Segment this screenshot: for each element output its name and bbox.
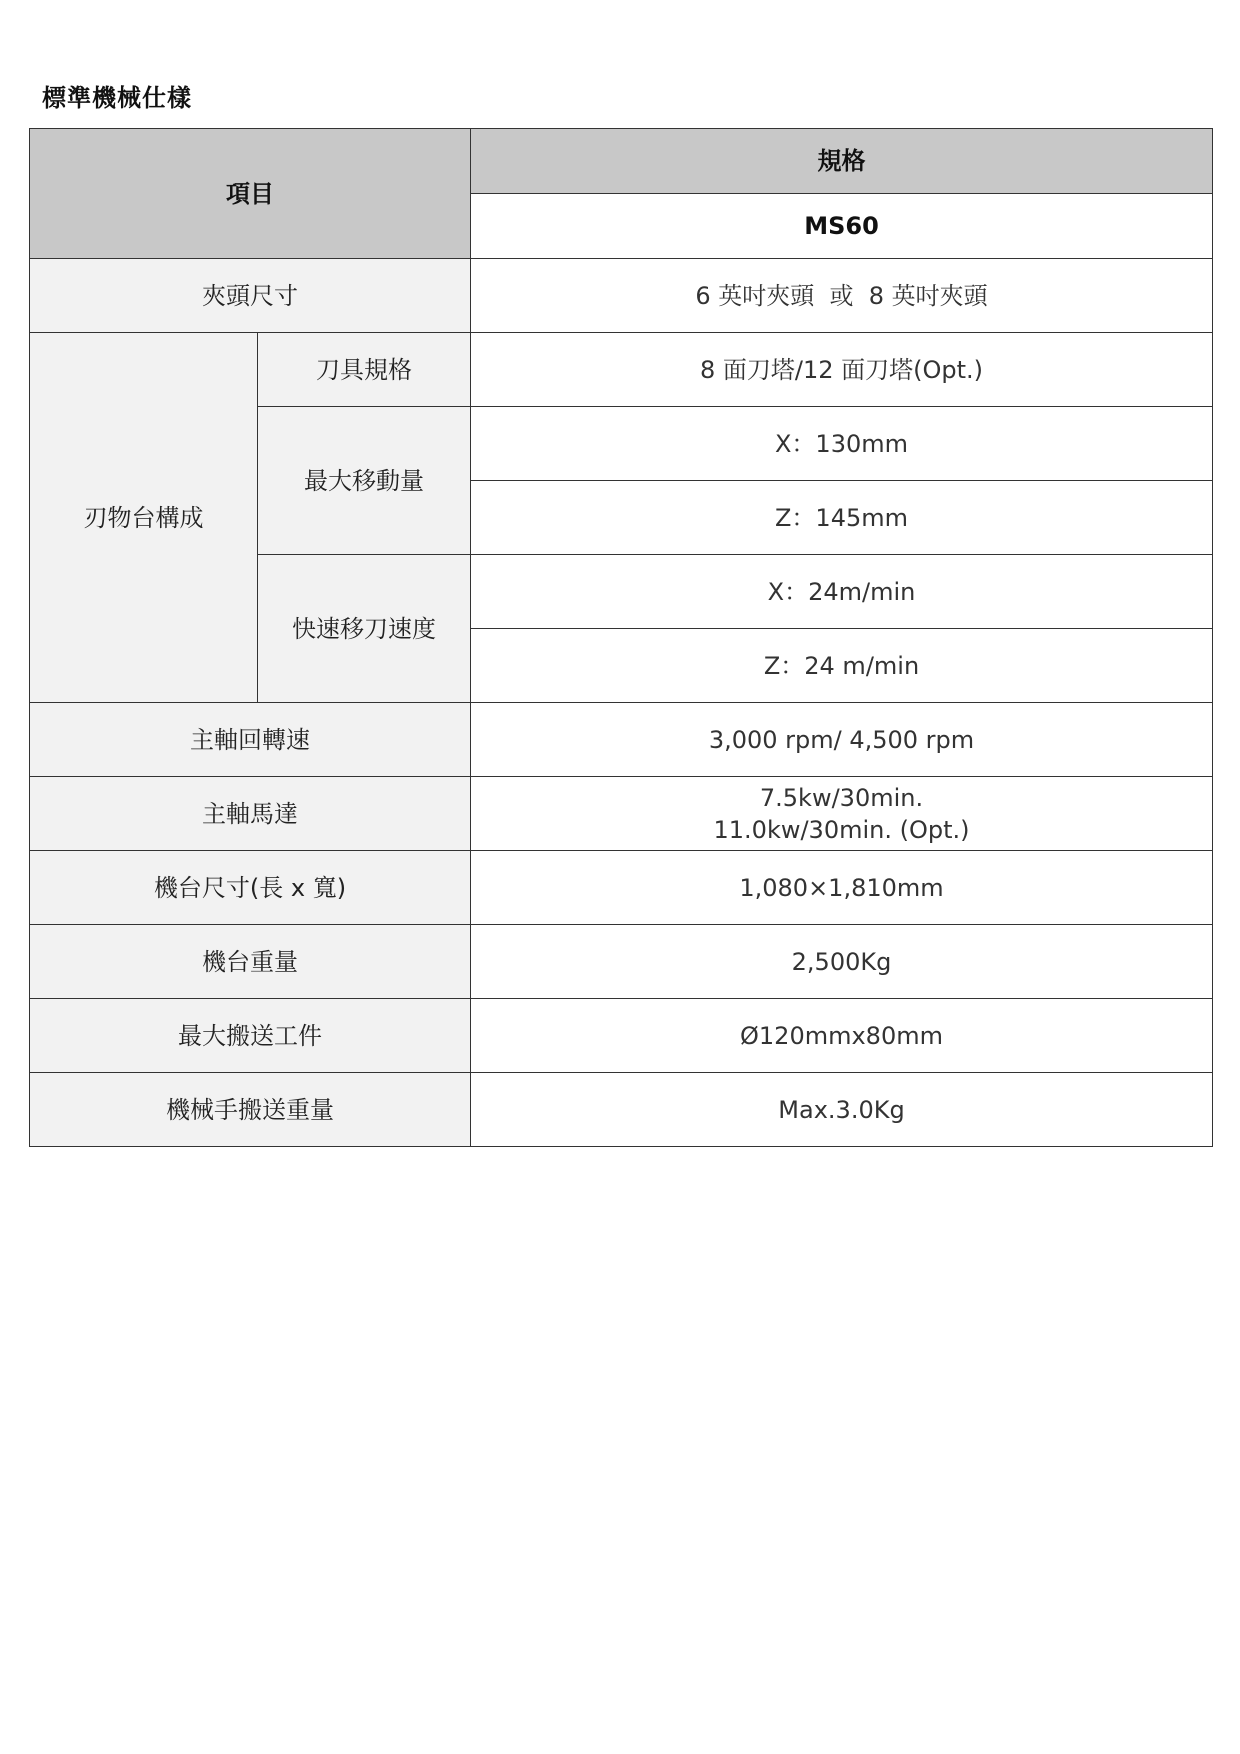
row-label-machine-weight: 機台重量 — [30, 925, 471, 999]
header-model: MS60 — [471, 194, 1213, 259]
spindle-motor-line-1: 7.5kw/30min. — [759, 783, 924, 812]
table-row — [30, 851, 1213, 925]
row-label-chuck: 夾頭尺寸 — [30, 259, 471, 333]
header-spec: 規格 — [471, 129, 1213, 194]
row-label-max-workpiece: 最大搬送工件 — [30, 999, 471, 1073]
row-label-turret-group: 刃物台構成 — [30, 333, 258, 703]
header-item: 項目 — [30, 129, 471, 259]
row-value-travel-z: Z：145mm — [471, 481, 1213, 555]
row-label-tool: 刀具規格 — [258, 333, 471, 407]
row-label-spindle-motor: 主軸馬達 — [30, 777, 471, 851]
table-row — [30, 777, 1213, 851]
table-row — [30, 703, 1213, 777]
row-label-travel: 最大移動量 — [258, 407, 471, 555]
row-value-machine-weight: 2,500Kg — [471, 925, 1213, 999]
table-row — [30, 925, 1213, 999]
table-row — [30, 333, 1213, 407]
table-header-row — [30, 129, 1213, 194]
row-label-rapid: 快速移刀速度 — [258, 555, 471, 703]
row-value-spindle-motor — [471, 777, 1213, 851]
row-label-spindle-speed: 主軸回轉速 — [30, 703, 471, 777]
row-value-rapid-z: Z：24 m/min — [471, 629, 1213, 703]
row-value-travel-x: X：130mm — [471, 407, 1213, 481]
row-label-robot-load: 機械手搬送重量 — [30, 1073, 471, 1147]
spindle-motor-line-2: 11.0kw/30min. (Opt.) — [713, 815, 970, 844]
table-row — [30, 259, 1213, 333]
row-value-spindle-speed: 3,000 rpm/ 4,500 rpm — [471, 703, 1213, 777]
row-value-robot-load: Max.3.0Kg — [471, 1073, 1213, 1147]
row-value-chuck: 6 英吋夾頭 或 8 英吋夾頭 — [471, 259, 1213, 333]
row-label-machine-size: 機台尺寸(長 x 寬) — [30, 851, 471, 925]
table-row — [30, 999, 1213, 1073]
row-value-machine-size: 1,080×1,810mm — [471, 851, 1213, 925]
page-title: 標準機械仕樣 — [42, 84, 192, 112]
row-value-rapid-x: X：24m/min — [471, 555, 1213, 629]
row-value-tool: 8 面刀塔/12 面刀塔(Opt.) — [471, 333, 1213, 407]
spec-table — [29, 128, 1213, 1147]
row-value-max-workpiece: Ø120mmx80mm — [471, 999, 1213, 1073]
table-row — [30, 1073, 1213, 1147]
